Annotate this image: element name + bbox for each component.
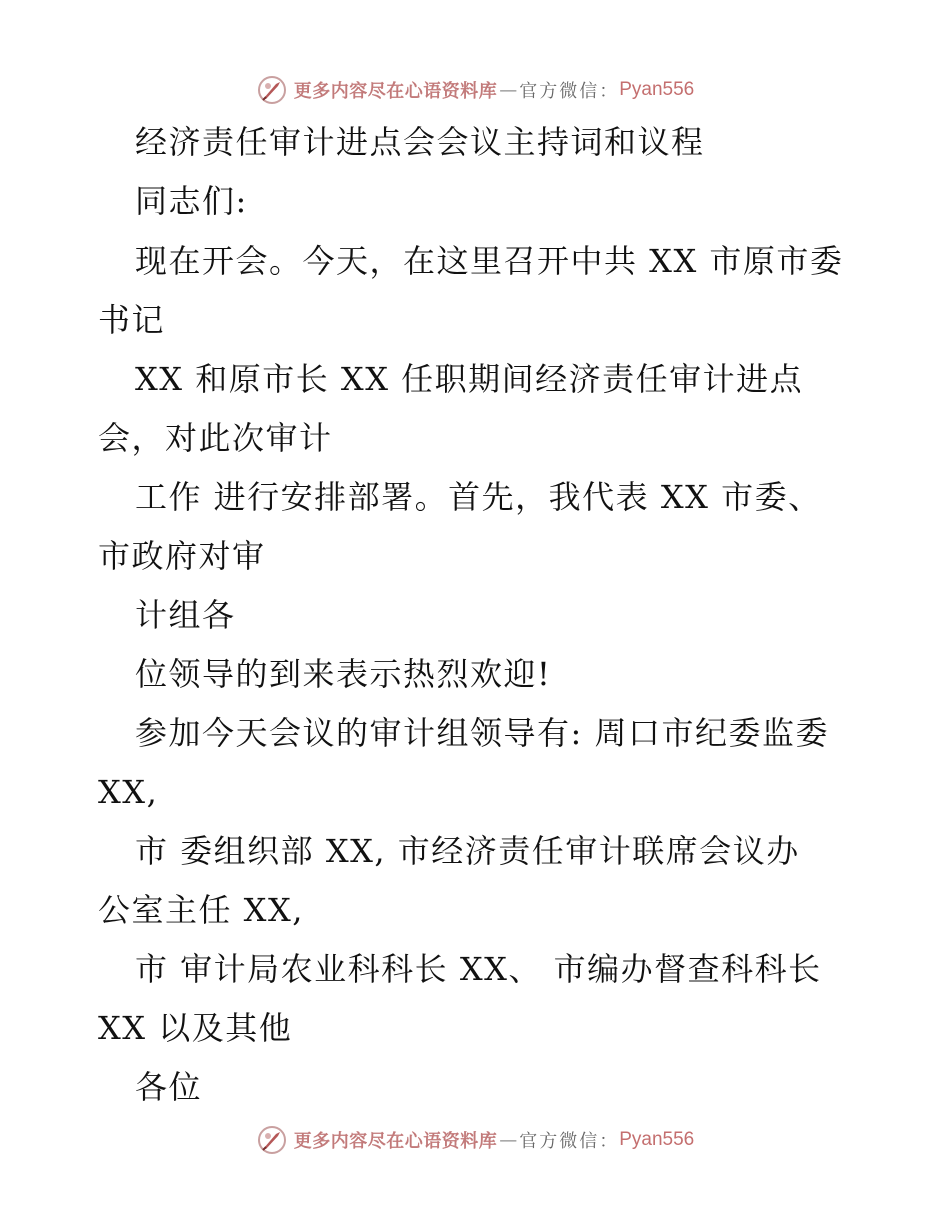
text-line: 市政府对审: [98, 537, 266, 575]
text-line: 工作 进行安排部署。首先，我代表 XX 市委、: [135, 478, 822, 516]
banner-wechat-id: Pyan556: [619, 79, 695, 100]
text-line: 公室主任 XX,: [98, 891, 304, 929]
banner-main-text: 更多内容尽在心语资料库: [293, 1131, 498, 1152]
text-line: 各位: [135, 1068, 203, 1106]
text-line: 位领导的到来表示热烈欢迎!: [135, 655, 552, 693]
header-banner: [0, 70, 950, 110]
banner-dash: —: [499, 79, 518, 101]
text-line: 现在开会。今天，在这里召开中共 XX 市原市委: [135, 242, 844, 280]
text-line: 会，对此次审计: [98, 419, 333, 457]
banner-wechat-label: 官方微信：: [519, 81, 620, 102]
text-line: XX,: [98, 773, 159, 811]
text-line: 书记: [98, 301, 166, 339]
text-line: XX 和原市长 XX 任职期间经济责任审计进点: [135, 360, 804, 398]
footer-banner: [0, 1120, 950, 1160]
text-line: 市 审计局农业科科长 XX、 市编办督查科科长: [135, 950, 822, 988]
text-line: 市 委组织部 XX, 市经济责任审计联席会议办: [135, 832, 800, 870]
banner-wechat-id: Pyan556: [619, 1129, 695, 1150]
text-line: 计组各: [135, 596, 236, 634]
text-line: XX 以及其他: [98, 1009, 293, 1047]
quill-logo-icon: [256, 74, 288, 106]
text-line: 参加今天会议的审计组领导有: 周口市纪委监委: [135, 714, 829, 752]
text-line: 同志们:: [135, 182, 248, 220]
banner-wechat-label: 官方微信：: [519, 1131, 620, 1152]
banner-dash: —: [499, 1129, 518, 1151]
document-title: 经济责任审计进点会会议主持词和议程: [135, 123, 705, 161]
banner-main-text: 更多内容尽在心语资料库: [293, 81, 498, 102]
quill-logo-icon: [256, 1124, 288, 1156]
